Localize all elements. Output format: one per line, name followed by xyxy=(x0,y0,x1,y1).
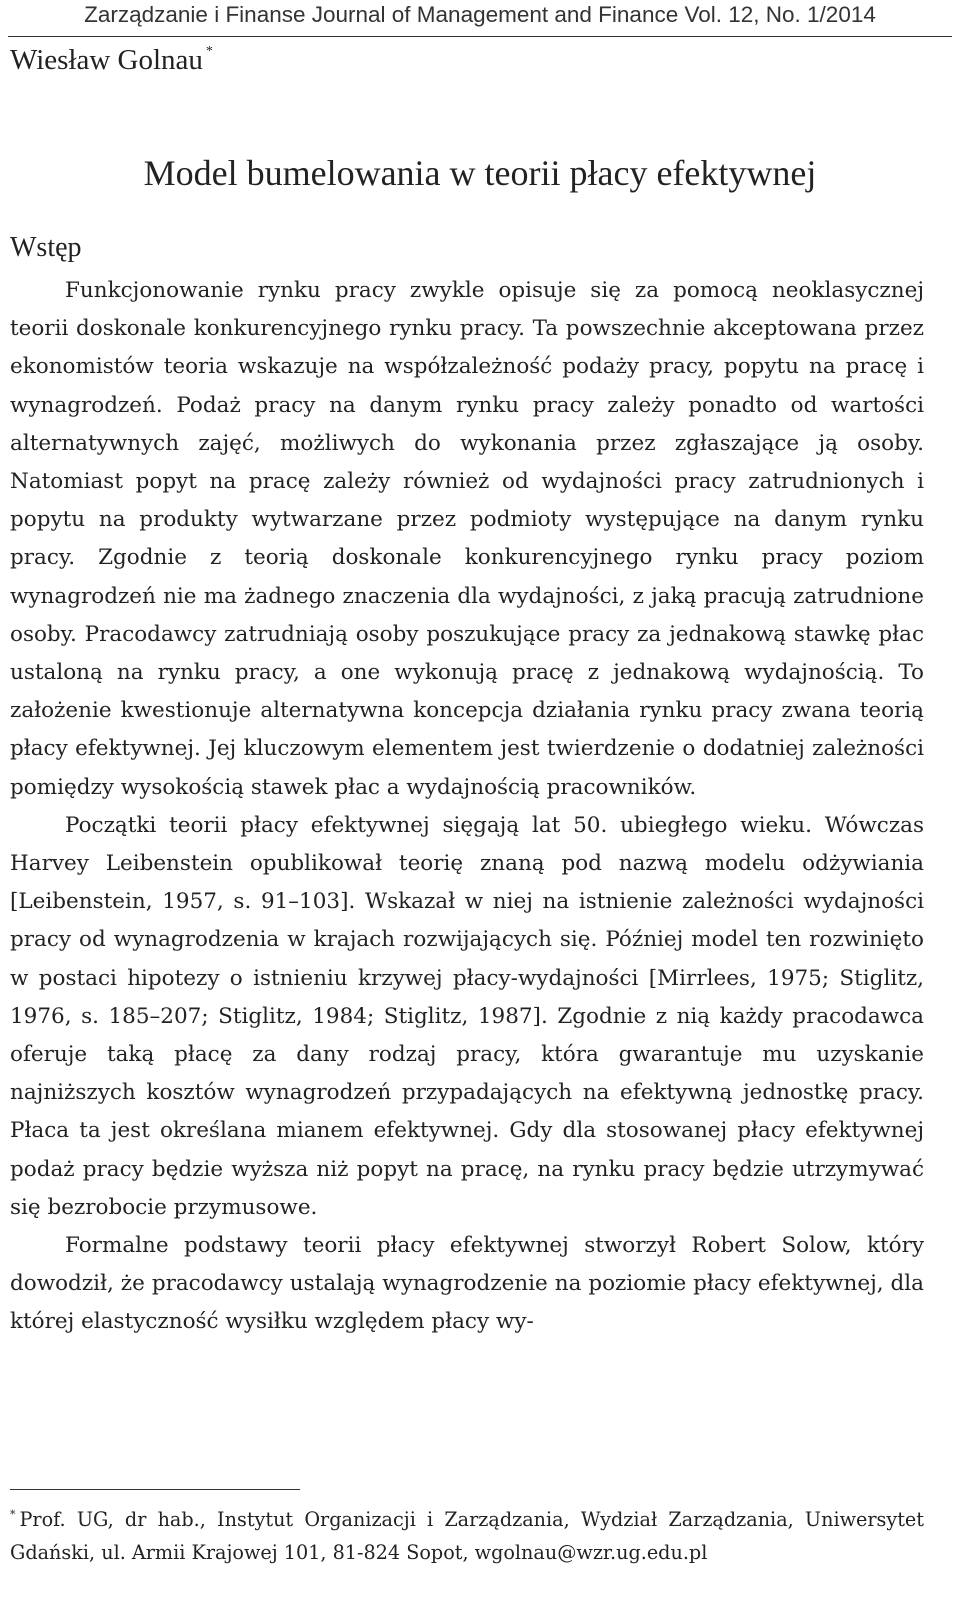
journal-header: Zarządzanie i Finanse Journal of Management and Finance Vol. 12, No. 1/2014 xyxy=(8,0,952,37)
footnote xyxy=(10,1498,924,1569)
footnote-mark: * xyxy=(10,1508,16,1521)
author-footnote-mark[interactable]: * xyxy=(205,44,213,59)
footnote-text: Prof. UG, dr hab., Instytut Organizacji i Zarządzania, Wydział Zarządzania, Uniwersytet Gdański, ul. Armii Krajowej 101, 81-824 Sopot, wgolnau@wzr.ug.edu.pl xyxy=(10,1508,924,1564)
author-name-text: Wiesław Golnau xyxy=(10,44,203,76)
article-body xyxy=(10,272,924,1342)
section-heading-intro: Wstęp xyxy=(10,232,82,263)
paragraph-2: Początki teorii płacy efektywnej sięgają lat 50. ubiegłego wieku. Wówczas Harvey Leibenstein opublikował teorię znaną pod nazwą modelu odżywiania [Leibenstein, 1957, s. 91–103]. Wskazał w niej na istnienie zależności wydajności pracy od wynagrodzenia w krajach rozwijających się. Później model ten rozwinięto w postaci hipotezy o istnieniu krzywej płacy-wydajności [Mirrlees, 1975; Stiglitz, 1976, s. 185–207; Stiglitz, 1984; Stiglitz, 1987]. Zgodnie z nią każdy pracodawca oferuje taką płacę za dany rodzaj pracy, która gwarantuje mu uzyskanie najniższych kosztów wynagrodzeń przypadających na efektywną jednostkę pracy. Płaca ta jest określana mianem efektywnej. Gdy dla stosowanej płacy efektywnej podaż pracy będzie wyższa niż popyt na pracę, na rynku pracy będzie utrzymywać się bezrobocie przymusowe. xyxy=(10,812,924,1220)
paragraph-3: Formalne podstawy teorii płacy efektywnej stworzył Robert Solow, który dowodził, że pracodawcy ustalają wynagrodzenie na poziomie płacy efektywnej, dla której elastyczność wysiłku względem płacy wy- xyxy=(10,1233,924,1335)
article-title: Model bumelowania w teorii płacy efektywnej xyxy=(143,153,817,193)
paragraph-1: Funkcjonowanie rynku pracy zwykle opisuje się za pomocą neoklasycznej teorii doskonale konkurencyjnego rynku pracy. Ta powszechnie akceptowana przez ekonomistów teoria wskazuje na współzależność podaży pracy, popytu na pracę i wynagrodzeń. Podaż pracy na danym rynku pracy zależy ponadto od wartości alternatywnych zajęć, możliwych do wykonania przez zgłaszające ją osoby. Natomiast popyt na pracę zależy również od wydajności pracy zatrudnionych i popytu na produkty wytwarzane przez podmioty występujące na danym rynku pracy. Zgodnie z teorią doskonale konkurencyjnego rynku pracy poziom wynagrodzeń nie ma żadnego znaczenia dla wydajności, z jaką pracują zatrudnione osoby. Pracodawcy zatrudniają osoby poszukujące pracy za jednakową stawkę płac ustaloną na rynku pracy, a one wykonują pracę z jednakową wydajnością. To założenie kwestionuje alternatywna koncepcja działania rynku pracy zwana teorią płacy efektywnej. Jej kluczowym elementem jest twierdzenie o dodatniej zależności pomiędzy wysokością stawek płac a wydajnością pracowników. xyxy=(10,278,924,800)
footnote-divider xyxy=(10,1489,300,1490)
author-name xyxy=(10,44,213,77)
